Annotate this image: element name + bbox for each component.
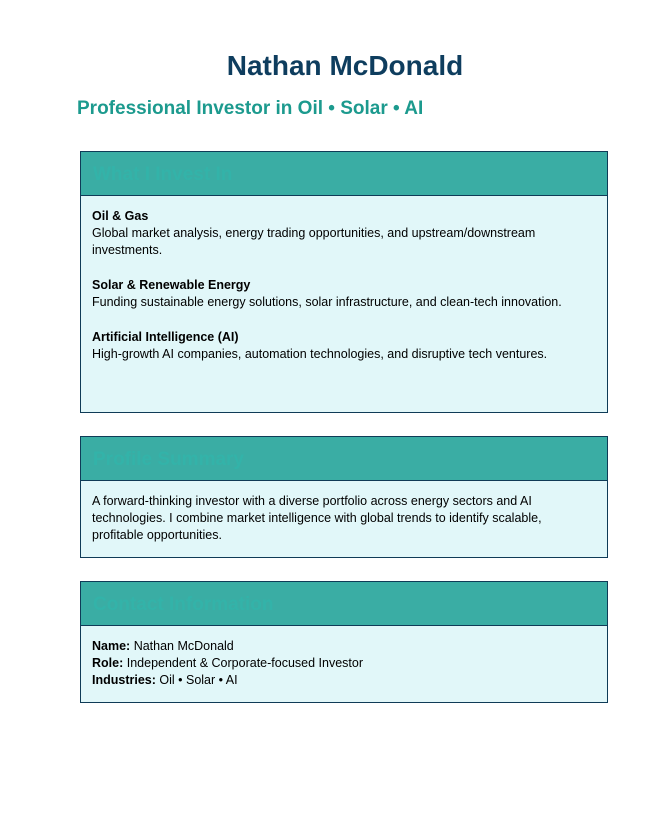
summary-text: A forward-thinking investor with a diverse portfolio across energy sectors and AI technologies. I combine market intelligence with global trends to identify scalable, profitable opportunities. — [92, 494, 542, 542]
invest-item-ai — [92, 329, 596, 363]
contact-row-name — [92, 638, 596, 655]
contact-value: Independent & Corporate-focused Investor — [126, 656, 363, 670]
contact-row-role — [92, 655, 596, 672]
contact-heading: Contact Information — [93, 594, 274, 615]
summary-section-header — [81, 437, 607, 481]
invest-item-description: High-growth AI companies, automation technologies, and disruptive tech ventures. — [92, 347, 548, 361]
summary-section-body — [81, 481, 607, 554]
invest-section-body — [81, 196, 607, 373]
invest-item-title: Solar & Renewable Energy — [92, 278, 251, 292]
page-title: Nathan McDonald — [226, 50, 464, 81]
contact-label: Role: — [92, 656, 124, 670]
contact-section — [80, 581, 608, 703]
invest-item-description: Funding sustainable energy solutions, solar infrastructure, and clean-tech innovation. — [92, 295, 562, 309]
contact-section-header — [81, 582, 607, 626]
invest-item-description: Global market analysis, energy trading opportunities, and upstream/downstream investments. — [92, 226, 536, 257]
contact-value: Nathan McDonald — [133, 639, 234, 653]
invest-heading: What I Invest In — [93, 164, 233, 185]
contact-row-industries — [92, 672, 596, 689]
contact-label: Name: — [92, 639, 131, 653]
contact-value: Oil • Solar • AI — [159, 673, 238, 687]
invest-item-oil-gas — [92, 208, 596, 259]
invest-item-title: Oil & Gas — [92, 209, 149, 223]
page-subtitle: Professional Investor in Oil • Solar • AI — [77, 98, 424, 119]
contact-label: Industries: — [92, 673, 156, 687]
contact-section-body — [81, 626, 607, 699]
summary-section — [80, 436, 608, 558]
summary-heading: Profile Summary — [93, 449, 244, 470]
invest-item-title: Artificial Intelligence (AI) — [92, 330, 239, 344]
invest-item-solar — [92, 277, 596, 311]
invest-section-header — [81, 152, 607, 196]
invest-section — [80, 151, 608, 413]
